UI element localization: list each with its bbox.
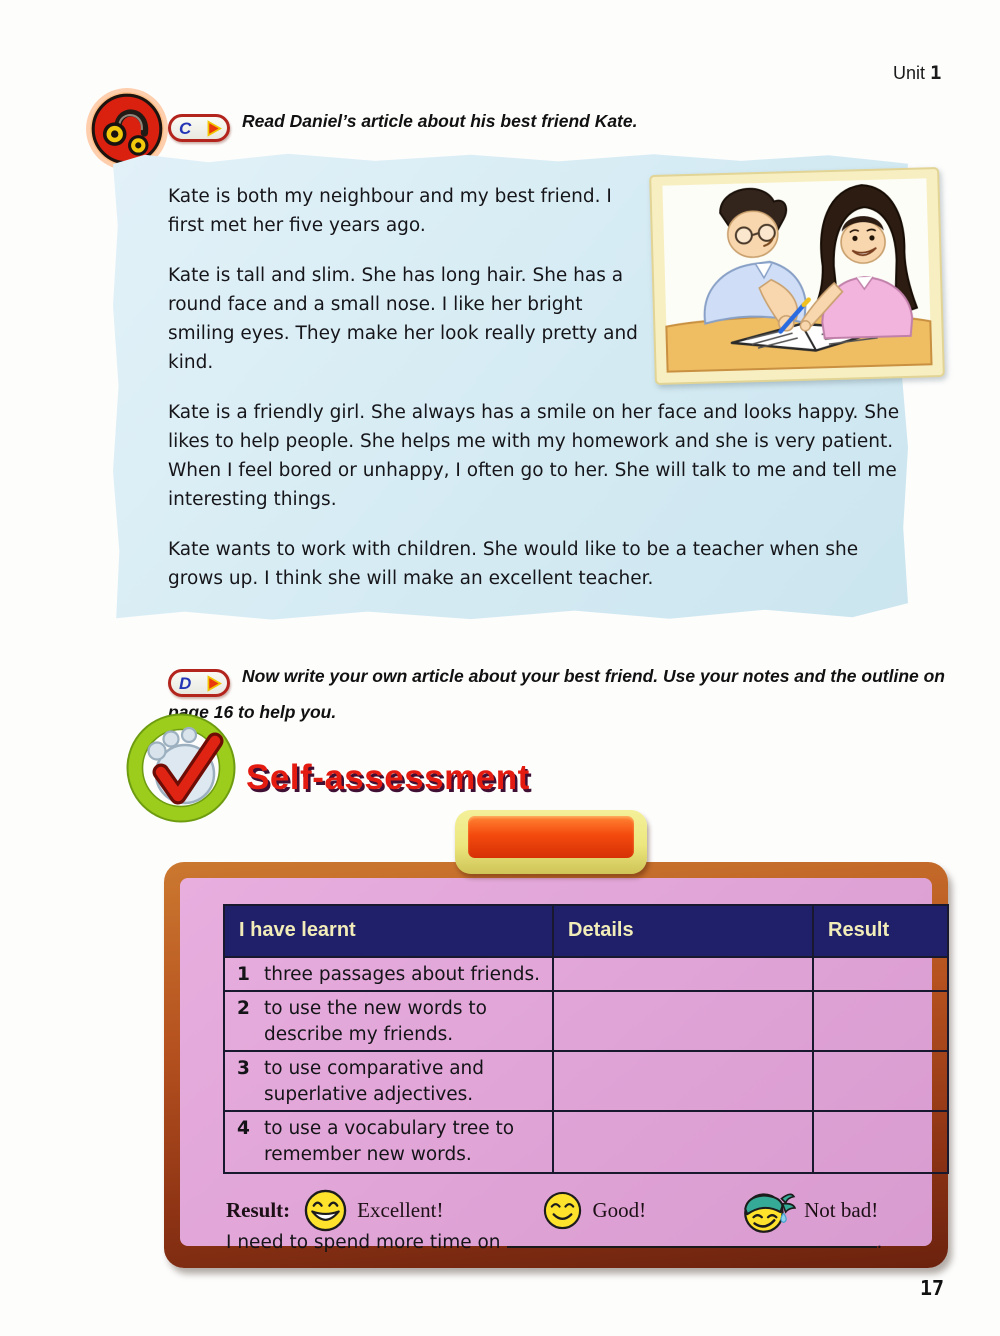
result-options-row bbox=[226, 1184, 878, 1236]
clipboard-clip bbox=[455, 810, 647, 874]
table-row-1-learnt bbox=[225, 956, 554, 990]
fill-in-blank[interactable] bbox=[507, 1230, 877, 1248]
laughing-smiley-icon[interactable] bbox=[302, 1187, 349, 1234]
activity-c-caption: Read Daniel’s article about his best friend Kate. bbox=[242, 110, 638, 131]
column-header-result: Result bbox=[814, 906, 947, 956]
row-text: to use a vocabulary tree to remember new words. bbox=[264, 1118, 515, 1165]
play-triangle-icon bbox=[205, 120, 222, 137]
paw-checkmark-icon bbox=[126, 713, 236, 823]
article-text bbox=[168, 182, 908, 614]
unit-label bbox=[893, 62, 941, 84]
row-number: 2 bbox=[237, 998, 250, 1019]
row-number: 3 bbox=[237, 1058, 250, 1079]
activity-c-letter: C bbox=[179, 118, 192, 138]
table-row-3-details-cell[interactable] bbox=[554, 1050, 814, 1110]
assessment-board bbox=[164, 862, 948, 1268]
article-paragraph-4: Kate wants to work with children. She would like to be a teacher when she grows up. I think she will make an excellent teacher. bbox=[168, 539, 859, 589]
table-row-2-learnt bbox=[225, 990, 554, 1050]
row-number: 4 bbox=[237, 1118, 250, 1139]
table-row-1-details-cell[interactable] bbox=[554, 956, 814, 990]
table-row-2-details-cell[interactable] bbox=[554, 990, 814, 1050]
article-paragraph-1: Kate is both my neighbour and my best friend. I first met her five years ago. bbox=[168, 186, 612, 236]
result-label: Result: bbox=[226, 1197, 291, 1222]
bandana-smiley-icon[interactable] bbox=[738, 1184, 796, 1236]
table-row-1-result-cell[interactable] bbox=[814, 956, 947, 990]
result-option-excellent: Excellent! bbox=[357, 1197, 444, 1222]
column-header-details: Details bbox=[554, 906, 814, 956]
row-text: three passages about friends. bbox=[264, 964, 541, 985]
column-header-learnt: I have learnt bbox=[225, 906, 554, 956]
clipboard-clip-inner bbox=[468, 816, 634, 858]
activity-d-caption: Now write your own article about your best friend. Use your notes and the outline on page 16 to help you. bbox=[168, 665, 945, 722]
activity-d-row bbox=[168, 661, 958, 729]
table-row-4-details-cell[interactable] bbox=[554, 1110, 814, 1172]
result-option-notbad: Not bad! bbox=[804, 1197, 879, 1222]
unit-word: Unit bbox=[893, 63, 926, 83]
more-time-line bbox=[226, 1230, 882, 1253]
table-row-3-learnt bbox=[225, 1050, 554, 1110]
audio-play-button-c[interactable] bbox=[168, 114, 230, 142]
more-time-text: I need to spend more time on bbox=[226, 1232, 501, 1253]
table-row-2-result-cell[interactable] bbox=[814, 990, 947, 1050]
activity-d-letter: D bbox=[179, 673, 192, 693]
activity-c-row bbox=[168, 106, 978, 143]
self-assessment-table bbox=[223, 904, 949, 1174]
table-row-4-result-cell[interactable] bbox=[814, 1110, 947, 1172]
article-paragraph-2: Kate is tall and slim. She has long hair. She has a round face and a small nose. I like her bright smiling eyes. They make her look really pretty and kind. bbox=[168, 265, 638, 373]
article-paragraph-3: Kate is a friendly girl. She always has a smile on her face and looks happy. She likes to help people. She helps me with my homework and she is very patient. When I feel bored or unhappy, I often go to her. She will talk to me and tell me interesting things. bbox=[168, 402, 900, 510]
self-assessment-title: Self-assessment bbox=[246, 758, 530, 797]
audio-play-button-d[interactable] bbox=[168, 669, 230, 697]
smiling-smiley-icon[interactable] bbox=[541, 1189, 584, 1232]
unit-number: 1 bbox=[930, 62, 942, 84]
row-text: to use comparative and superlative adjectives. bbox=[264, 1058, 485, 1105]
result-option-good: Good! bbox=[592, 1197, 647, 1222]
row-text: to use the new words to describe my friends. bbox=[264, 998, 488, 1045]
play-triangle-icon bbox=[205, 675, 222, 692]
table-row-3-result-cell[interactable] bbox=[814, 1050, 947, 1110]
page-number: 17 bbox=[920, 1276, 945, 1300]
assessment-board-surface bbox=[180, 878, 932, 1253]
row-number: 1 bbox=[237, 964, 250, 985]
table-row-4-learnt bbox=[225, 1110, 554, 1172]
blank-period: . bbox=[876, 1232, 883, 1253]
